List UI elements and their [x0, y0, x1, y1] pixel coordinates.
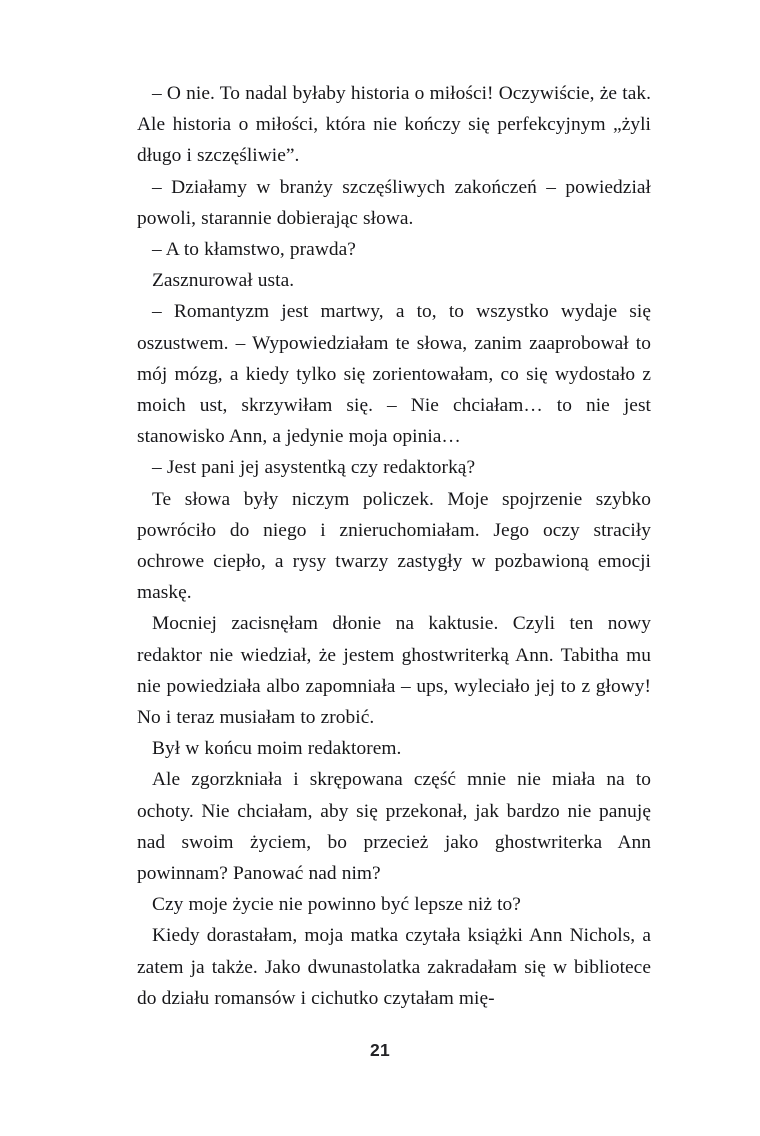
body-text-block: [137, 78, 651, 1014]
paragraph: Zasznurował usta.: [152, 270, 295, 292]
paragraph: Kiedy dorastałam, moja matka czytała książki Ann Nichols, a zatem ja także. Jako dwunastolatka zakradałam się w bibliotece do działu romansów i cichutko czytałam mię-: [137, 925, 651, 1009]
paragraph: Mocniej zacisnęłam dłonie na kaktusie. Czyli ten nowy redaktor nie wiedział, że jestem ghostwriterką Ann. Tabitha mu nie powiedziała albo zapomniała – ups, wyleciało jej to z głowy! No i teraz musiałam to zrobić.: [137, 613, 651, 729]
page-number: 21: [369, 1040, 391, 1060]
paragraph: Był w końcu moim redaktorem.: [152, 738, 402, 760]
paragraph: – Działamy w branży szczęśliwych zakończeń – powiedział powoli, starannie dobierając słowa.: [137, 176, 651, 229]
paragraph: Te słowa były niczym policzek. Moje spojrzenie szybko powróciło do niego i znieruchomiałam. Jego oczy straciły ochrowe ciepło, a rysy twarzy zastygły w pozbawioną emocji maskę.: [137, 488, 651, 604]
paragraph: Ale zgorzkniała i skrępowana część mnie nie miała na to ochoty. Nie chciałam, aby się przekonał, jak bardzo nie panuję nad swoim życiem, bo przecież jako ghostwriterka Ann powinnam? Panować nad nim?: [137, 769, 651, 885]
paragraph: – Jest pani jej asystentką czy redaktorką?: [152, 457, 476, 479]
paragraph: – O nie. To nadal byłaby historia o miłości! Oczywiście, że tak. Ale historia o miłości, która nie kończy się perfekcyjnym „żyli długo i szczęśliwie”.: [137, 83, 651, 167]
paragraph: – A to kłamstwo, prawda?: [152, 239, 356, 261]
paragraph: – Romantyzm jest martwy, a to, to wszystko wydaje się oszustwem. – Wypowiedziałam te słowa, zanim zaaprobował to mój mózg, a kiedy tylko się zorientowałam, co się wydostało z moich ust, skrzywiłam się. – Nie chciałam… to nie jest stanowisko Ann, a jedynie moja opinia…: [137, 301, 651, 448]
paragraph: Czy moje życie nie powinno być lepsze niż to?: [152, 894, 521, 916]
